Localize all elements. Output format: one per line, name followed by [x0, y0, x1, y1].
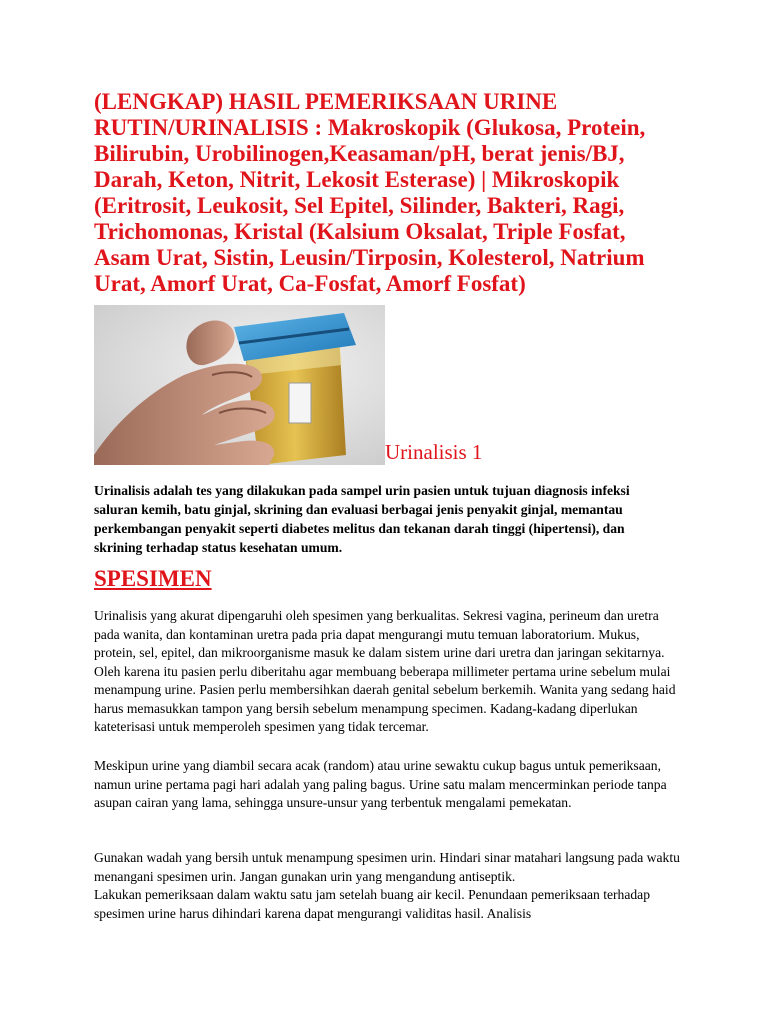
image-caption: Urinalisis 1 [385, 440, 483, 464]
body-paragraph: Meskipun urine yang diambil secara acak (random) atau urine sewaktu cukup bagus untuk pemeriksaan, namun urine pertama pagi hari adalah yang paling bagus. Urine satu malam mencerminkan periode tanpa asupan cairan yang lama, sehingga unsure-unsur yang terbentuk mengalami pemekatan. [94, 758, 667, 810]
body-paragraph: Urinalisis yang akurat dipengaruhi oleh spesimen yang berkualitas. Sekresi vagina, perineum dan uretra pada wanita, dan kontaminan uretra pada pria dapat mengurangi mutu temuan laboratorium. Mukus, protein, sel, epitel, dan mikroorganisme masuk ke dalam sistem urine dari uretra dan jaringan sekitarnya. Oleh karena itu pasien perlu diberitahu agar membuang beberapa millimeter pertama urine sebelum mulai menampung urine. Pasien perlu membersihkan daerah genital sebelum berkemih. Wanita yang sedang haid harus memasukkan tampon yang bersih sebelum menampung specimen. Kadang-kadang diperlukan kateterisasi untuk memperoleh spesimen yang tidak tercemar. [94, 608, 676, 734]
section-heading: SPESIMEN [94, 566, 212, 591]
urine-sample-photo [94, 305, 385, 465]
body-paragraph: Gunakan wadah yang bersih untuk menampung spesimen urin. Hindari sinar matahari langsung pada waktu menangani spesimen urin. Jangan gunakan urin yang mengandung antiseptik. Lakukan pemeriksaan dalam waktu satu jam setelah buang air kecil. Penundaan pemeriksaan terhadap spesimen urine harus dihindari karena dapat mengurangi validitas hasil. Analisis [94, 850, 680, 921]
intro-paragraph: Urinalisis adalah tes yang dilakukan pada sampel urin pasien untuk tujuan diagnosis infeksi saluran kemih, batu ginjal, skrining dan evaluasi berbagai jenis penyakit ginjal, memantau perkembangan penyakit seperti diabetes melitus dan tekanan darah tinggi (hipertensi), dan skrining terhadap status kesehatan umum. [94, 483, 630, 555]
document-title: (LENGKAP) HASIL PEMERIKSAAN URINE RUTIN/URINALISIS : Makroskopik (Glukosa, Protein, Bilirubin, Urobilinogen,Keasaman/pH, berat jenis/BJ, Darah, Keton, Nitrit, Lekosit Esterase) | Mikroskopik (Eritrosit, Leukosit, Sel Epitel, Silinder, Bakteri, Ragi, Trichomonas, Kristal (Kalsium Oksalat, Triple Fosfat, Asam Urat, Sistin, Leusin/Tirposin, Kolesterol, Natrium Urat, Amorf Urat, Ca-Fosfat, Amorf Fosfat) [94, 89, 646, 296]
urine-cup-illustration [94, 305, 385, 465]
